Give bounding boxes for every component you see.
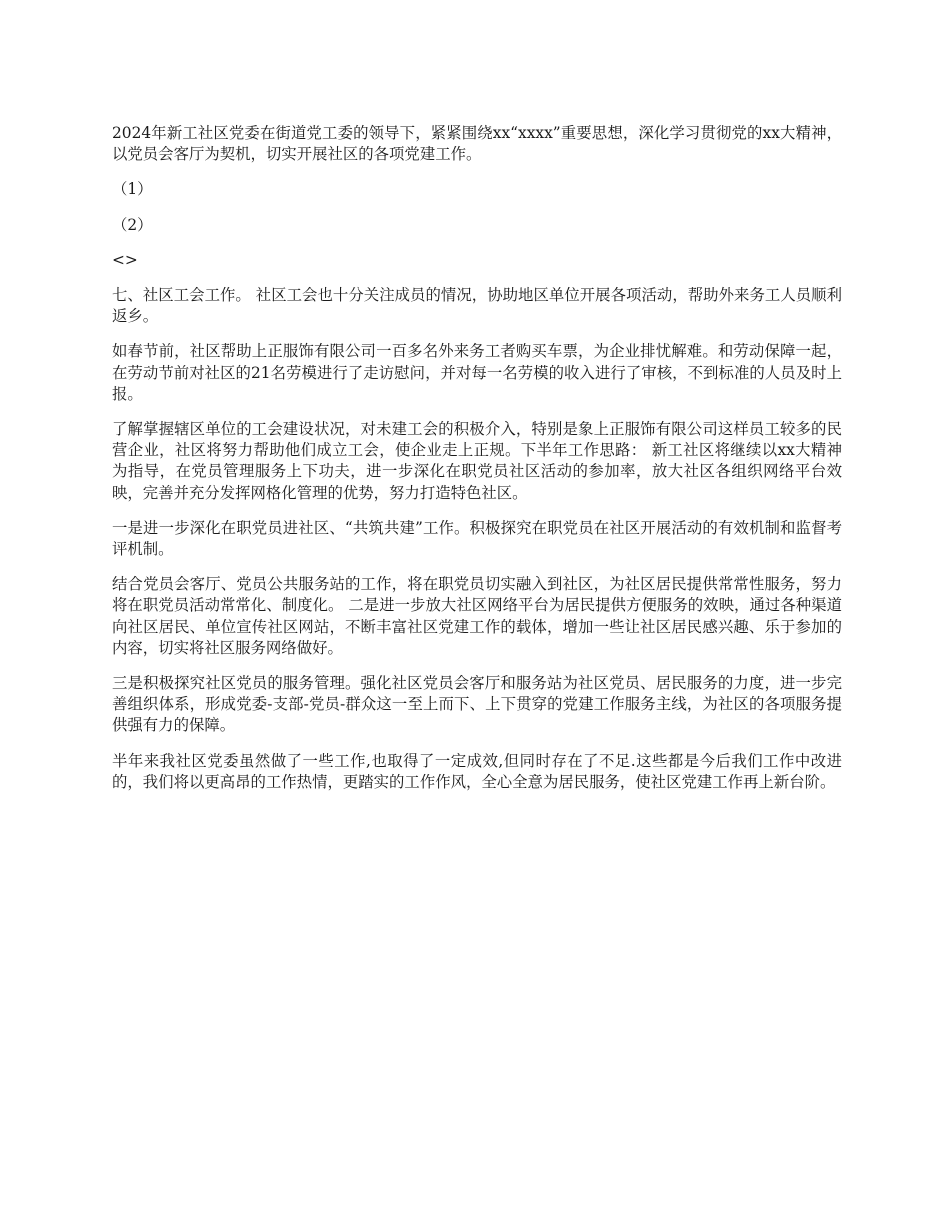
paragraph-union-construction: 了解掌握辖区单位的工会建设状况，对未建工会的积极介入，特别是象上正服饰有限公司这样员工较多的民营企业，社区将努力帮助他们成立工会，使企业走上正规。下半年工作思路： 新工社区将继续以xx大精神为指导，在党员管理服务上下功夫，进一步深化在职党员社区活动的参加率，放大社区各组织网络平台效映，完善并充分发挥网格化管理的优势，努力打造特色社区。 bbox=[112, 420, 842, 502]
document-body bbox=[112, 123, 842, 807]
paragraph-point-three: 三是积极探究社区党员的服务管理。强化社区党员会客厅和服务站为社区党员、居民服务的力度，进一步完善组织体系，形成党委-支部-党员-群众这一至上而下、上下贯穿的党建工作服务主线，为社区的各项服务提供强有力的保障。 bbox=[112, 674, 842, 735]
list-marker-2: （2） bbox=[112, 215, 153, 234]
list-marker-1: （1） bbox=[112, 180, 153, 199]
paragraph-intro: 2024年新工社区党委在街道党工委的领导下，紧紧围绕xx“xxxx”重要思想，深化学习贯彻党的xx大精神，以党员会客厅为契机，切实开展社区的各项党建工作。 bbox=[112, 124, 842, 164]
paragraph-union-work: 七、社区工会工作。 社区工会也十分关注成员的情况，协助地区单位开展各项活动，帮助外来务工人员顺利返乡。 bbox=[112, 286, 842, 326]
angle-bracket-marker: <> bbox=[112, 250, 138, 269]
paragraph-combine-service: 结合党员会客厅、党员公共服务站的工作，将在职党员切实融入到社区，为社区居民提供常常性服务，努力将在职党员活动常常化、制度化。 二是进一步放大社区网络平台为居民提供方便服务的效映，通过各种渠道向社区居民、单位宣传社区网站，不断丰富社区党建工作的载体，增加一些让社区居民感兴趣、乐于参加的内容，切实将社区服务网络做好。 bbox=[112, 575, 842, 657]
paragraph-point-one: 一是进一步深化在职党员进社区、“共筑共建”工作。积极探究在职党员在社区开展活动的有效机制和监督考评机制。 bbox=[112, 518, 842, 559]
paragraph-spring-festival: 如春节前，社区帮助上正服饰有限公司一百多名外来务工者购买车票，为企业排忧解难。和劳动保障一起，在劳动节前对社区的21名劳模进行了走访慰问，并对每一名劳模的收入进行了审核，不到标准的人员及时上报。 bbox=[112, 342, 842, 403]
paragraph-conclusion: 半年来我社区党委虽然做了一些工作,也取得了一定成效,但同时存在了不足.这些都是今后我们工作中改进的，我们将以更高昂的工作热情，更踏实的工作作风，全心全意为居民服务，使社区党建工作再上新台阶。 bbox=[112, 751, 842, 791]
